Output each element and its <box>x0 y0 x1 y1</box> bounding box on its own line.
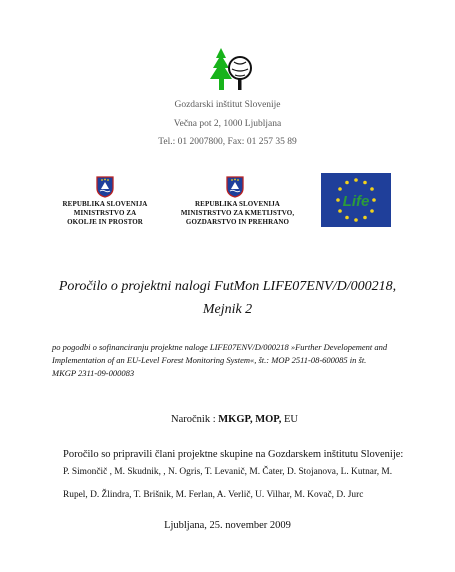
client-line: Naročnik : MKGP, MOP, EU <box>171 414 298 425</box>
ministry-agriculture-label: REPUBLIKA SLOVENIJA MINISTRSTVO ZA KMETIJSTVO, GOZDARSTVO IN PREHRANO <box>180 200 295 226</box>
institute-tree-logo <box>207 46 253 94</box>
life-logo-text: Life <box>342 193 370 210</box>
author-list: P. Simončič , M. Skudnik, , N. Ogris, T. Levanič, M. Čater, D. Stojanova, L. Kutnar, M. Rupel, D. Žlindra, T. Brišnik, M. Ferlan, A. Verlič, U. Vilhar, M. Kovač, D. Jurc <box>63 467 393 500</box>
ministry-environment-label: REPUBLIKA SLOVENIJA MINISTRSTVO ZA OKOLJE IN PROSTOR <box>62 200 148 226</box>
place-date: Ljubljana, 25. november 2009 <box>164 520 291 531</box>
contract-description: po pogodbi o sofinanciranju projektne naloge LIFE07ENV/D/000218 »Further Developement and Implementation of an EU-Level Forest Monitoring System«, št.: MOP 2511-08-600085 in št. MKGP 2311-09-000083 <box>52 342 388 378</box>
institute-contact: Tel.: 01 2007800, Fax: 01 257 35 89 <box>158 137 297 147</box>
slovenia-crest-icon <box>225 176 245 198</box>
slovenia-crest-icon <box>95 176 115 198</box>
eu-life-logo <box>321 173 391 227</box>
prepared-by-intro: Poročilo so pripravili člani projektne skupine na Gozdarskem inštitutu Slovenije: <box>63 449 404 460</box>
institute-address: Večna pot 2, 1000 Ljubljana <box>173 119 282 129</box>
report-title: Poročilo o projektni nalogi FutMon LIFE07ENV/D/000218, <box>58 279 397 294</box>
institute-name: Gozdarski inštitut Slovenije <box>174 100 281 110</box>
report-milestone: Mejnik 2 <box>202 302 253 317</box>
